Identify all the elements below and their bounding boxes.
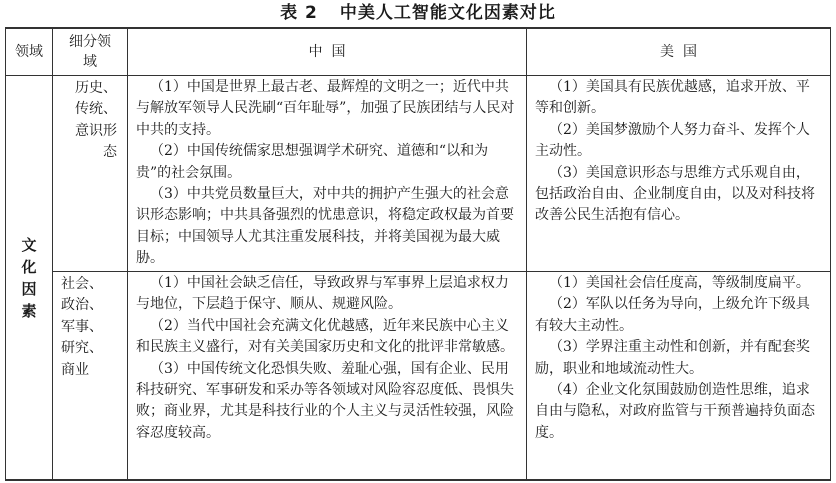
domain-label-char: 文 (21, 235, 37, 254)
china-history-item-2: （2）中国传统儒家思想强调学术研究、道德和“以和为贵”的社会氛围。 (136, 143, 489, 181)
domain-label-char: 化 (21, 257, 37, 276)
usa-history-item-3: （3）美国意识形态与思维方式乐观自由，包括政治自由、企业制度自由，以及对科技将改善公民生活抱有信心。 (535, 164, 815, 224)
table-number: 表 2 (280, 3, 318, 23)
china-society-item-3: （3）中国传统文化恐惧失败、羞耻心强，国有企业、民用科技研究、军事研发和采办等各领域对风险容忍度低、畏惧失败；商业界，尤其是科技行业的个人主义与灵活性较强，风险容忍度较高。 (136, 360, 514, 441)
domain-label-char: 素 (21, 301, 37, 320)
subdomain-history: 历史、传统、意识形态 (75, 80, 117, 161)
table-border-right (830, 27, 831, 481)
domain-label (6, 76, 52, 479)
domain-label-text (21, 234, 36, 322)
subdomain-society: 社会、政治、军事、研究、商业 (61, 276, 103, 378)
usa-society-item-3: （3）学界注重主动性和创新，并有配套奖励，职业和地域流动性大。 (535, 339, 810, 377)
china-society-item-2: （2）当代中国社会充满文化优越感，近年来民族中心主义和民族主义盛行，对有关美国家历史和文化的批评非常敏感。 (136, 317, 514, 356)
china-society-item-1: （1）中国社会缺乏信任，导致政界与军事界上层追求权力与地位，下层趋于保守、顺从、规避风险。 (136, 275, 509, 313)
china-history-item-1: （1）中国是世界上最古老、最辉煌的文明之一；近代中共与解放军领导人民洗刷“百年耻辱”，加强了民族团结与人民对中共的支持。 (136, 79, 515, 138)
usa-history-item-2: （2）美国梦激励个人努力奋斗、发挥个人主动性。 (535, 121, 810, 160)
usa-society-cell (527, 272, 830, 479)
china-history-item-3: （3）中共党员数量巨大，对中共的拥护产生强大的社会意识形态影响；中共具备强烈的忧患意识，将稳定政权最为首要目标；中国领导人尤其注重发展科技，并将美国视为最大威胁。 (136, 186, 514, 267)
usa-society-item-1: （1）美国社会信任度高，等级制度扁平。 (549, 275, 810, 291)
header-china: 中 国 (308, 44, 346, 60)
table-caption: 中美人工智能文化因素对比 (339, 3, 556, 23)
table-title (0, 2, 836, 24)
usa-history-cell (527, 76, 830, 271)
china-history-cell (128, 76, 526, 271)
usa-society-item-4: （4）企业文化氛围鼓励创造性思维，追求自由与隐私，对政府监管与干预普遍持负面态度。 (535, 382, 815, 441)
usa-society-item-2: （2）军队以任务为导向，上级允许下级具有较大主动性。 (535, 296, 810, 334)
china-society-cell (128, 272, 526, 479)
header-domain: 领域 (15, 44, 43, 60)
header-usa: 美 国 (660, 44, 697, 60)
domain-label-char: 因 (21, 279, 37, 298)
usa-history-item-1: （1）美国具有民族优越感，追求开放、平等和创新。 (535, 79, 810, 117)
header-subdomain: 细分领域 (69, 34, 111, 70)
table-border-bottom (5, 479, 831, 481)
